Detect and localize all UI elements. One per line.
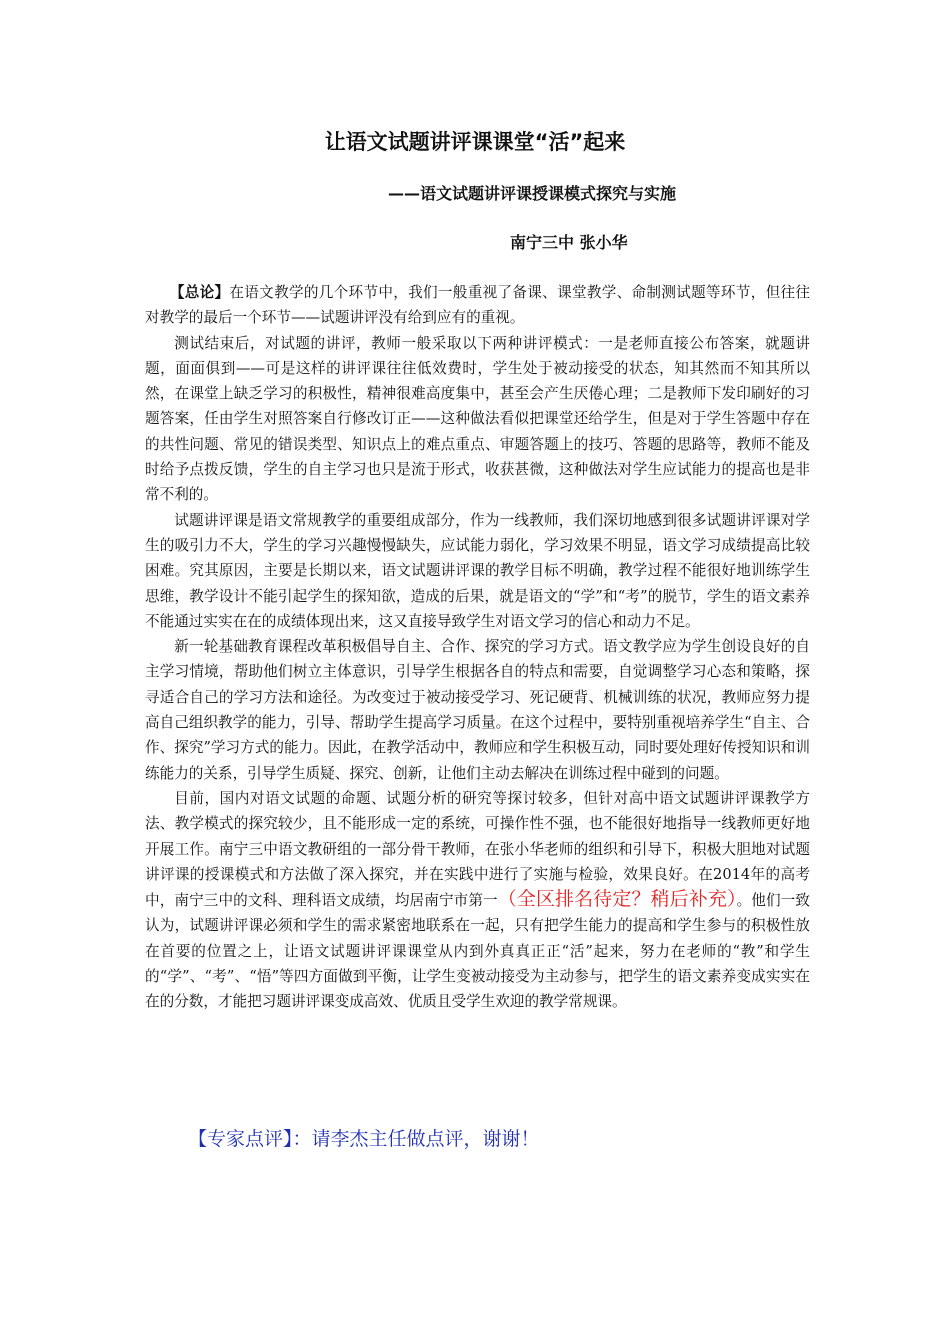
pending-ranking-note: （全区排名待定？稍后补充）	[497, 888, 737, 911]
paragraph-overview	[145, 280, 810, 331]
expert-comment: 【专家点评】：请李杰主任做点评，谢谢！	[188, 1128, 540, 1150]
document-subtitle: ——语文试题讲评课授课模式探究与实施	[388, 184, 677, 203]
paragraph-4: 新一轮基础教育课程改革积极倡导自主、合作、探究的学习方式。语文教学应为学生创设良好的自主学习情境，帮助他们树立主体意识，引导学生根据各自的特点和需要，自觉调整学习心态和策略，探寻适合自己的学习方法和途径。为改变过于被动接受学习、死记硬背、机械训练的状况，教师应努力提高自己组织教学的能力，引导、帮助学生提高学习质量。在这个过程中，要特别重视培养学生“自主、合作、探究”学习方式的能力。因此，在教学活动中，教师应和学生积极互动，同时要处理好传授知识和训练能力的关系，引导学生质疑、探究、创新，让他们主动去解决在训练过程中碰到的问题。	[145, 638, 810, 782]
overview-text: 在语文教学的几个环节中，我们一般重视了备课、课堂教学、命制测试题等环节，但往往对教学的最后一个环节——试题讲评没有给到应有的重视。	[145, 284, 810, 327]
document-author: 南宁三中 张小华	[510, 233, 628, 252]
paragraph-5-after: 。他们一致认为，试题讲评课必须和学生的需求紧密地联系在一起，只有把学生能力的提高和学生参与的积极性放在首要的位置之上，让语文试题讲评课课堂从内到外真真正正“活”起来，努力在老师的“教”和学生的“学”、“考”、“悟”等四方面做到平衡，让学生变被动接受为主动参与，把学生的语文素养变成实实在在的分数，才能把习题讲评课变成高效、优质且受学生欢迎的教学常规课。	[145, 892, 810, 1011]
paragraph-5	[145, 786, 810, 1015]
overview-label: 【总论】	[169, 284, 230, 301]
document-title: 让语文试题讲评课课堂“活”起来	[324, 130, 626, 154]
paragraph-2: 测试结束后，对试题的讲评，教师一般采取以下两种讲评模式：一是老师直接公布答案，就题讲题，面面俱到——可是这样的讲评课往往低效费时，学生处于被动接受的状态，知其然而不知其所以然，在课堂上缺乏学习的积极性，精神很难高度集中，甚至会产生厌倦心理；二是教师下发印刷好的习题答案，任由学生对照答案自行修改订正——这种做法看似把课堂还给学生，但是对于学生答题中存在的共性问题、常见的错误类型、知识点上的难点重点、审题答题上的技巧、答题的思路等，教师不能及时给予点拨反馈，学生的自主学习也只是流于形式，收获甚微，这种做法对学生应试能力的提高也是非常不利的。	[145, 334, 810, 504]
paragraph-3: 试题讲评课是语文常规教学的重要组成部分，作为一线教师，我们深切地感到很多试题讲评课对学生的吸引力不大，学生的学习兴趣慢慢缺失，应试能力弱化，学习效果不明显，语文学习成绩提高比较困难。究其原因，主要是长期以来，语文试题讲评课的教学目标不明确，教学过程不能很好地训练学生思维，教学设计不能引起学生的探知欲，造成的后果，就是语文的“学”和“考”的脱节，学生的语文素养不能通过实实在在的成绩体现出来，这又直接导致学生对语文学习的信心和动力不足。	[145, 511, 810, 630]
paragraph-5-before: 目前，国内对语文试题的命题、试题分析的研究等探讨较多，但针对高中语文试题讲评课教学方法、教学模式的探究较少，且不能形成一定的系统，可操作性不强，也不能很好地指导一线教师更好地开展工作。南宁三中语文教研组的一部分骨干教师，在张小华老师的组织和引导下，积极大胆地对试题讲评课的授课模式和方法做了深入探究，并在实践中进行了实施与检验，效果良好。在2014年的高考中，南宁三中的文科、理科语文成绩，均居南宁市第一	[145, 789, 810, 910]
document-body	[145, 280, 810, 1015]
